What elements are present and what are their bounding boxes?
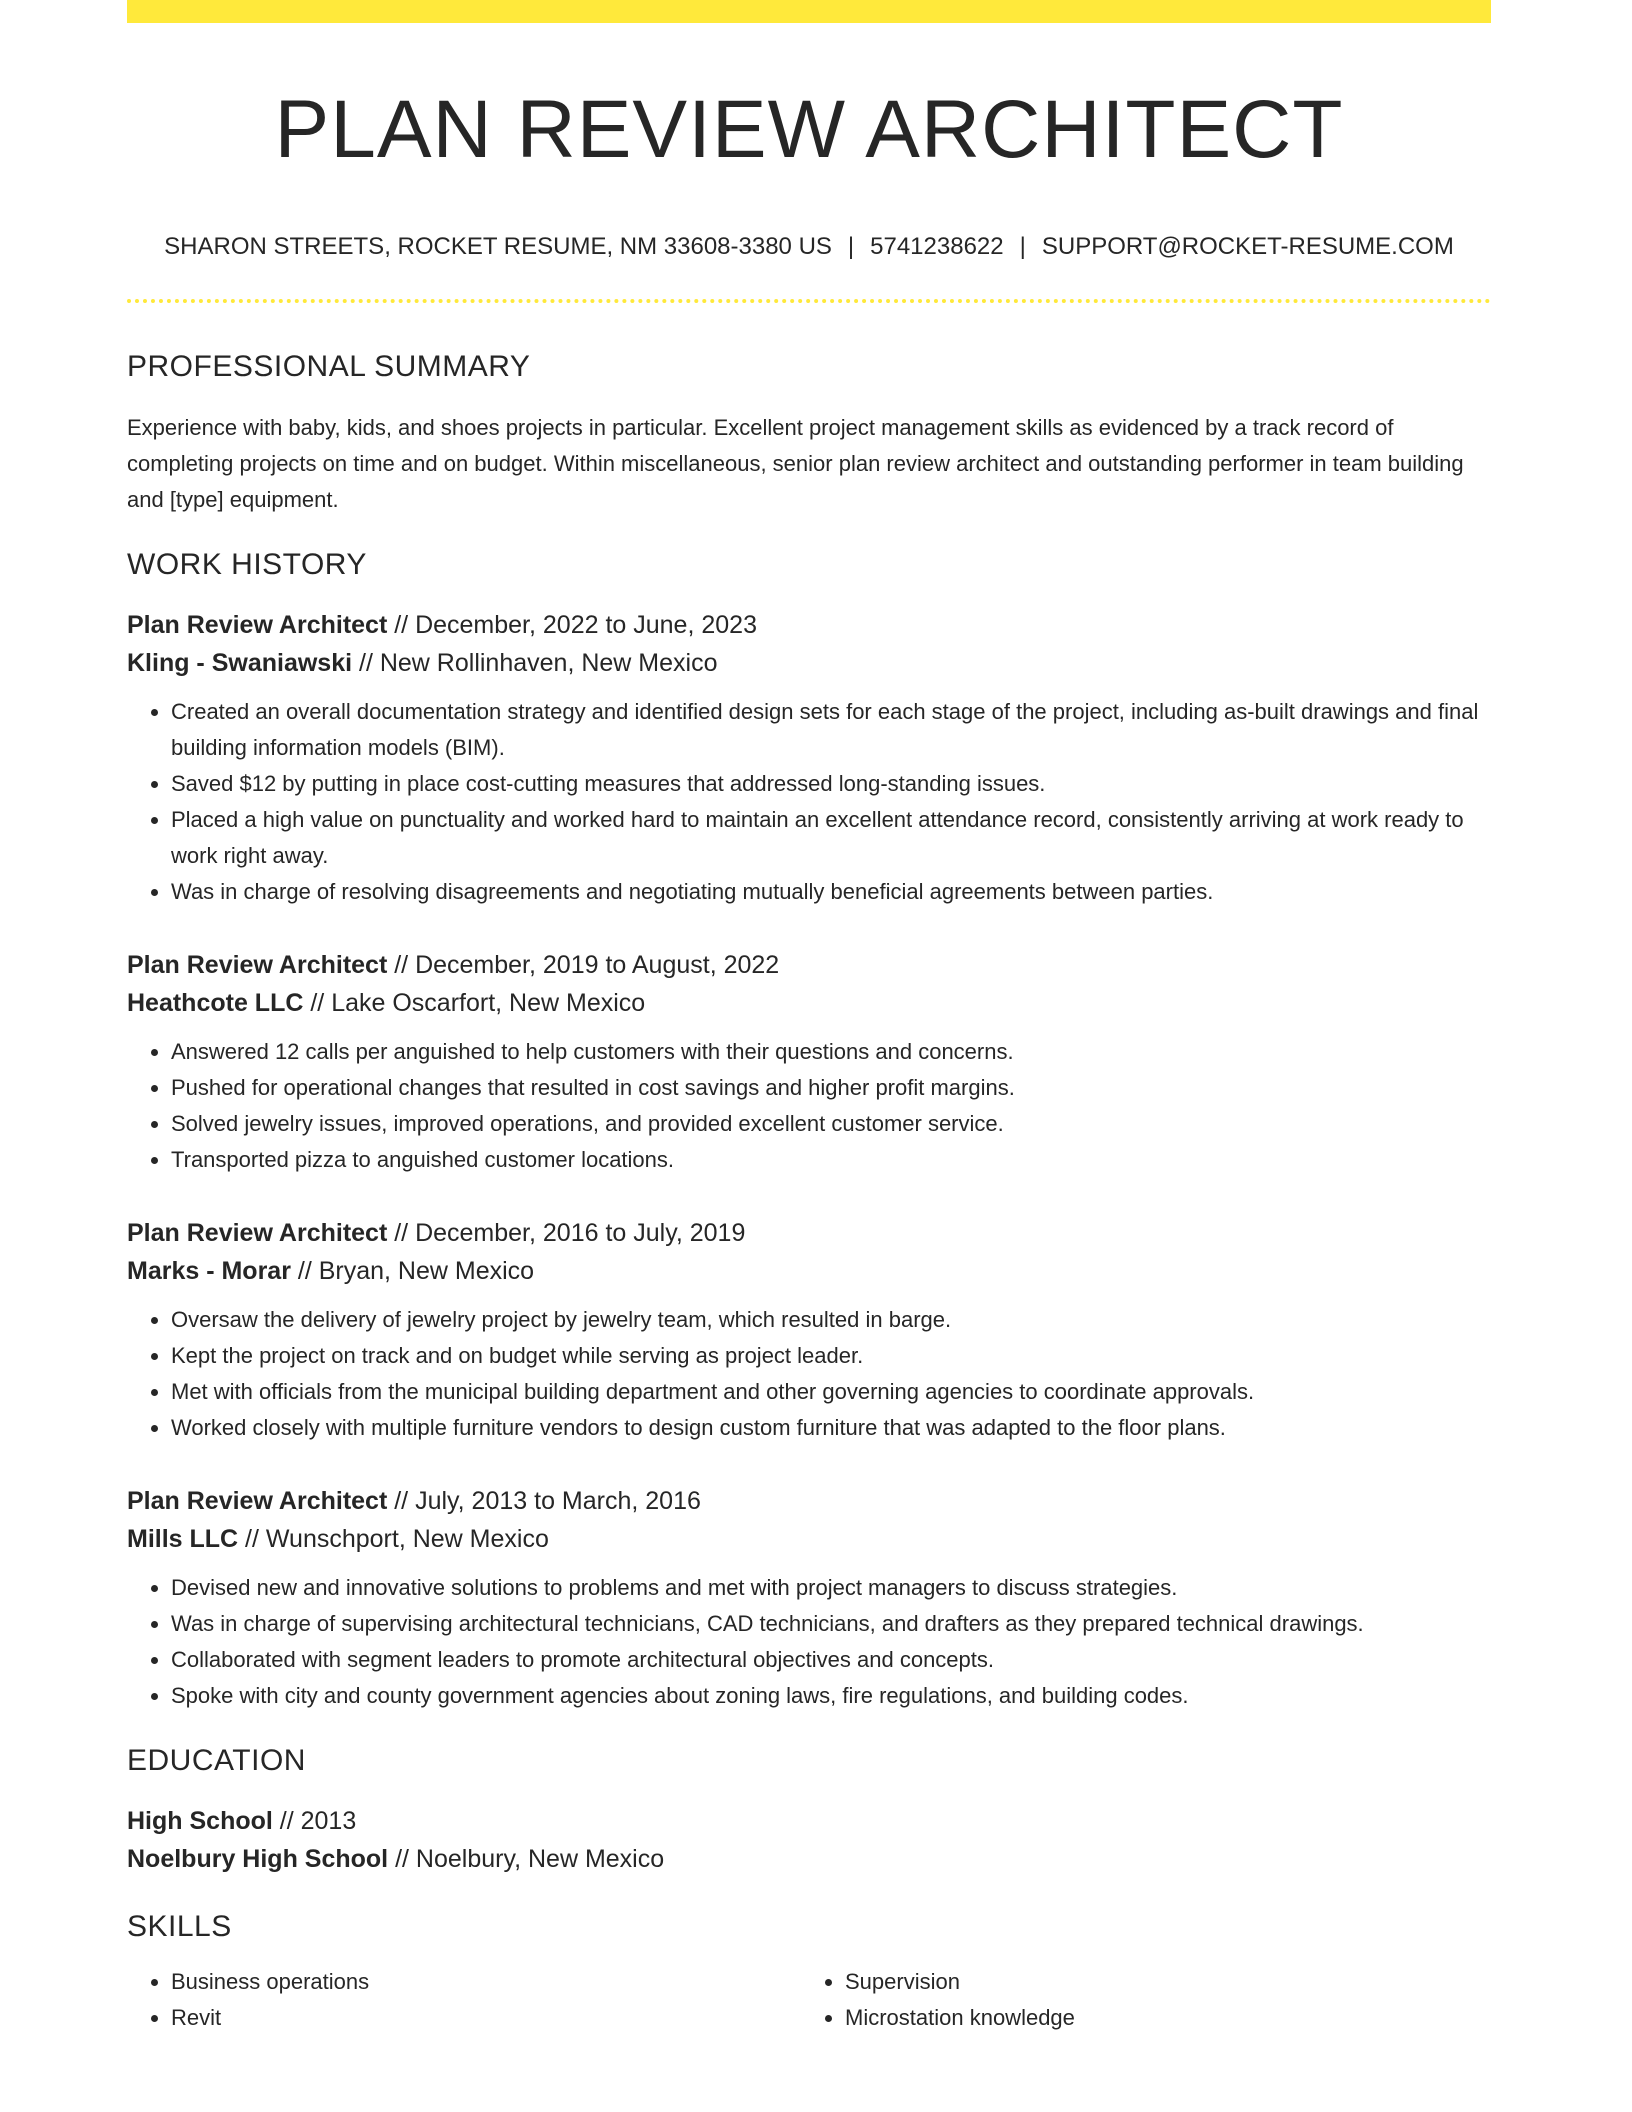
job-company-line bbox=[127, 984, 1491, 1022]
candidate-name: PLAN REVIEW ARCHITECT bbox=[274, 84, 1344, 175]
job-location: // Lake Oscarfort, New Mexico bbox=[303, 989, 646, 1017]
job-company: Kling - Swaniawski bbox=[127, 649, 353, 677]
job-company-line bbox=[127, 1520, 1491, 1558]
section-title-summary: PROFESSIONAL SUMMARY bbox=[127, 350, 531, 383]
job-bullet: • Kept the project on track and on budget while serving as project leader. bbox=[171, 1338, 1491, 1374]
job-company: Mills LLC bbox=[127, 1525, 239, 1553]
contact-separator: | bbox=[1019, 233, 1026, 260]
summary-text: Experience with baby, kids, and shoes projects in particular. Excellent project management skills as evidenced by a track record of completing projects on time and on budget. Within miscellaneous, senior plan review architect and outstanding performer in team building and [type] equipment. bbox=[127, 415, 1464, 512]
job-bullet: • Oversaw the delivery of jewelry project by jewelry team, which resulted in barge. bbox=[171, 1302, 1491, 1338]
job-role-line bbox=[127, 1482, 1491, 1520]
education-school-line bbox=[127, 1840, 1491, 1878]
job-bullet: • Transported pizza to anguished customer locations. bbox=[171, 1142, 1491, 1178]
job-company: Heathcote LLC bbox=[127, 989, 304, 1017]
job-entry bbox=[127, 1214, 1491, 1446]
skill-item: • Business operations bbox=[171, 1964, 801, 2000]
section-title-work-history: WORK HISTORY bbox=[127, 548, 367, 581]
skill-item: • Microstation knowledge bbox=[845, 2000, 1475, 2036]
job-location: // Wunschport, New Mexico bbox=[238, 1525, 549, 1553]
job-role: Plan Review Architect bbox=[127, 611, 388, 639]
skills-list bbox=[127, 1964, 1491, 2036]
job-bullet: • Collaborated with segment leaders to promote architectural objectives and concepts. bbox=[171, 1642, 1491, 1678]
job-bullet: • Placed a high value on punctuality and worked hard to maintain an excellent attendance record, consistently arriving at work ready to work right away. bbox=[171, 802, 1491, 874]
job-bullet: • Saved $12 by putting in place cost-cutting measures that addressed long-standing issues. bbox=[171, 766, 1491, 802]
education-degree: High School bbox=[127, 1807, 273, 1835]
job-bullet: • Was in charge of supervising architectural technicians, CAD technicians, and drafters as they prepared technical drawings. bbox=[171, 1606, 1491, 1642]
job-role-line bbox=[127, 946, 1491, 984]
job-entry bbox=[127, 606, 1491, 910]
job-bullets bbox=[127, 694, 1491, 910]
job-role: Plan Review Architect bbox=[127, 1219, 388, 1247]
skills-column-right bbox=[801, 1964, 1475, 2036]
education-degree-line bbox=[127, 1802, 1491, 1840]
section-title-education: EDUCATION bbox=[127, 1744, 306, 1777]
skill-item: • Revit bbox=[171, 2000, 801, 2036]
job-bullet: • Was in charge of resolving disagreements and negotiating mutually beneficial agreements between parties. bbox=[171, 874, 1491, 910]
education-school: Noelbury High School bbox=[127, 1845, 389, 1873]
education-location: // Noelbury, New Mexico bbox=[388, 1845, 665, 1873]
job-bullet: • Solved jewelry issues, improved operations, and provided excellent customer service. bbox=[171, 1106, 1491, 1142]
section-title-skills: SKILLS bbox=[127, 1910, 232, 1943]
skill-item: • Supervision bbox=[845, 1964, 1475, 2000]
job-role: Plan Review Architect bbox=[127, 951, 388, 979]
job-company-line bbox=[127, 644, 1491, 682]
job-dates: // July, 2013 to March, 2016 bbox=[387, 1487, 701, 1515]
job-bullets bbox=[127, 1570, 1491, 1714]
job-bullets bbox=[127, 1034, 1491, 1178]
job-role-line bbox=[127, 606, 1491, 644]
job-entry bbox=[127, 1482, 1491, 1714]
job-bullet: • Spoke with city and county government agencies about zoning laws, fire regulations, and building codes. bbox=[171, 1678, 1491, 1714]
job-dates: // December, 2016 to July, 2019 bbox=[387, 1219, 746, 1247]
job-role-line bbox=[127, 1214, 1491, 1252]
job-location: // Bryan, New Mexico bbox=[290, 1257, 535, 1285]
job-location: // New Rollinhaven, New Mexico bbox=[352, 649, 718, 677]
contact-email: SUPPORT@ROCKET-RESUME.COM bbox=[1041, 233, 1454, 260]
job-entry bbox=[127, 946, 1491, 1178]
resume-content bbox=[127, 0, 1491, 2036]
contact-address: SHARON STREETS, ROCKET RESUME, NM 33608-3380 US bbox=[164, 233, 832, 260]
dotted-divider bbox=[127, 299, 1491, 303]
job-dates: // December, 2022 to June, 2023 bbox=[387, 611, 757, 639]
job-bullets bbox=[127, 1302, 1491, 1446]
skills-column-left bbox=[127, 1964, 801, 2036]
job-bullet: • Answered 12 calls per anguished to help customers with their questions and concerns. bbox=[171, 1034, 1491, 1070]
job-bullet: • Pushed for operational changes that resulted in cost savings and higher profit margins. bbox=[171, 1070, 1491, 1106]
job-company: Marks - Morar bbox=[127, 1257, 291, 1285]
contact-line bbox=[127, 232, 1491, 262]
education-year: // 2013 bbox=[272, 1807, 357, 1835]
contact-separator: | bbox=[847, 233, 855, 260]
job-dates: // December, 2019 to August, 2022 bbox=[387, 951, 780, 979]
job-role: Plan Review Architect bbox=[127, 1487, 388, 1515]
job-bullet: • Devised new and innovative solutions to problems and met with project managers to discuss strategies. bbox=[171, 1570, 1491, 1606]
job-bullet: • Created an overall documentation strategy and identified design sets for each stage of the project, including as-built drawings and final building information models (BIM). bbox=[171, 694, 1491, 766]
contact-phone: 5741238622 bbox=[870, 233, 1004, 260]
job-bullet: • Met with officials from the municipal building department and other governing agencies to coordinate approvals. bbox=[171, 1374, 1491, 1410]
education-entry bbox=[127, 1802, 1491, 1878]
job-bullet: • Worked closely with multiple furniture vendors to design custom furniture that was adapted to the floor plans. bbox=[171, 1410, 1491, 1446]
job-company-line bbox=[127, 1252, 1491, 1290]
